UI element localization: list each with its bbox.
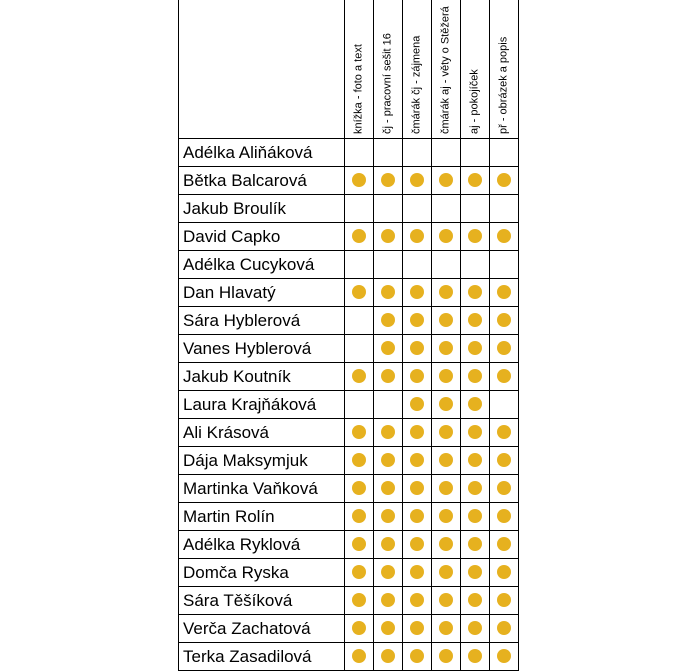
completed-dot-icon [352, 509, 366, 523]
completed-dot-icon [468, 565, 482, 579]
completed-dot-icon [439, 369, 453, 383]
completed-dot-icon [468, 593, 482, 607]
completed-dot-icon [381, 285, 395, 299]
check-cell[interactable] [345, 251, 374, 279]
check-cell[interactable] [403, 251, 432, 279]
check-cell[interactable] [403, 531, 432, 559]
check-cell[interactable] [403, 307, 432, 335]
check-cell[interactable] [403, 419, 432, 447]
completed-dot-icon [497, 453, 511, 467]
table-row [179, 391, 519, 419]
check-cell[interactable] [432, 139, 461, 167]
check-cell[interactable] [490, 223, 519, 251]
completed-dot-icon [497, 565, 511, 579]
check-cell[interactable] [403, 559, 432, 587]
check-cell[interactable] [403, 643, 432, 671]
completed-dot-icon [439, 453, 453, 467]
student-name-cell[interactable]: Terka Zasadilová [179, 643, 345, 671]
completed-dot-icon [381, 229, 395, 243]
check-cell[interactable] [490, 643, 519, 671]
check-cell[interactable] [432, 643, 461, 671]
completed-dot-icon [410, 397, 424, 411]
column-header-label: čj - pracovní sešit 16 [381, 33, 394, 134]
check-cell[interactable] [374, 643, 403, 671]
check-cell[interactable] [490, 503, 519, 531]
student-name-cell[interactable]: Sára Těšíková [179, 587, 345, 615]
check-cell[interactable] [345, 335, 374, 363]
check-cell[interactable] [403, 167, 432, 195]
completed-dot-icon [352, 481, 366, 495]
check-cell[interactable] [345, 139, 374, 167]
completed-dot-icon [381, 593, 395, 607]
check-cell[interactable] [345, 503, 374, 531]
check-cell[interactable] [403, 223, 432, 251]
check-cell[interactable] [490, 391, 519, 419]
check-cell[interactable] [345, 419, 374, 447]
completed-dot-icon [439, 425, 453, 439]
completed-dot-icon [439, 537, 453, 551]
completed-dot-icon [352, 621, 366, 635]
check-cell[interactable] [490, 307, 519, 335]
student-name-cell[interactable]: Domča Ryska [179, 559, 345, 587]
completed-dot-icon [410, 173, 424, 187]
student-name-cell[interactable]: Jakub Koutník [179, 363, 345, 391]
table-row [179, 363, 519, 391]
check-cell[interactable] [345, 307, 374, 335]
completed-dot-icon [497, 425, 511, 439]
check-cell[interactable] [461, 503, 490, 531]
completed-dot-icon [352, 369, 366, 383]
student-name-cell[interactable]: Bětka Balcarová [179, 167, 345, 195]
completed-dot-icon [497, 509, 511, 523]
completed-dot-icon [352, 565, 366, 579]
column-header[interactable] [490, 0, 519, 139]
student-name-cell[interactable]: Adélka Ryklová [179, 531, 345, 559]
completed-dot-icon [439, 649, 453, 663]
completed-dot-icon [468, 369, 482, 383]
completed-dot-icon [352, 425, 366, 439]
completed-dot-icon [439, 173, 453, 187]
column-header[interactable] [432, 0, 461, 139]
completed-dot-icon [381, 537, 395, 551]
check-cell[interactable] [461, 223, 490, 251]
completed-dot-icon [497, 313, 511, 327]
completed-dot-icon [497, 229, 511, 243]
completed-dot-icon [468, 621, 482, 635]
completed-dot-icon [439, 341, 453, 355]
check-cell[interactable] [374, 475, 403, 503]
check-cell[interactable] [490, 475, 519, 503]
table-row [179, 503, 519, 531]
student-name-cell[interactable]: Jakub Broulík [179, 195, 345, 223]
completed-dot-icon [381, 425, 395, 439]
table-row [179, 167, 519, 195]
table-row [179, 223, 519, 251]
completed-dot-icon [410, 341, 424, 355]
check-cell[interactable] [374, 559, 403, 587]
table-row [179, 475, 519, 503]
check-cell[interactable] [374, 251, 403, 279]
check-cell[interactable] [432, 503, 461, 531]
column-header[interactable] [345, 0, 374, 139]
completed-dot-icon [439, 397, 453, 411]
completed-dot-icon [439, 285, 453, 299]
check-cell[interactable] [345, 223, 374, 251]
check-cell[interactable] [432, 307, 461, 335]
check-cell[interactable] [490, 167, 519, 195]
completed-dot-icon [468, 481, 482, 495]
completed-dot-icon [439, 565, 453, 579]
completed-dot-icon [439, 621, 453, 635]
completed-dot-icon [410, 621, 424, 635]
completed-dot-icon [468, 285, 482, 299]
check-cell[interactable] [490, 139, 519, 167]
completed-dot-icon [381, 565, 395, 579]
check-cell[interactable] [345, 643, 374, 671]
check-cell[interactable] [345, 391, 374, 419]
check-cell[interactable] [461, 363, 490, 391]
completed-dot-icon [497, 369, 511, 383]
check-cell[interactable] [403, 587, 432, 615]
table-row [179, 419, 519, 447]
check-cell[interactable] [432, 251, 461, 279]
check-cell[interactable] [345, 167, 374, 195]
table-row [179, 251, 519, 279]
check-cell[interactable] [403, 335, 432, 363]
check-cell[interactable] [432, 559, 461, 587]
check-cell[interactable] [374, 307, 403, 335]
check-cell[interactable] [490, 363, 519, 391]
check-cell[interactable] [461, 559, 490, 587]
student-name-cell[interactable]: Adélka Cucyková [179, 251, 345, 279]
check-cell[interactable] [490, 195, 519, 223]
completed-dot-icon [410, 453, 424, 467]
completed-dot-icon [352, 173, 366, 187]
completed-dot-icon [468, 341, 482, 355]
student-name-cell[interactable]: Martinka Vaňková [179, 475, 345, 503]
check-cell[interactable] [461, 391, 490, 419]
completed-dot-icon [439, 313, 453, 327]
check-cell[interactable] [432, 531, 461, 559]
completed-dot-icon [381, 341, 395, 355]
completed-dot-icon [381, 173, 395, 187]
completed-dot-icon [352, 285, 366, 299]
completed-dot-icon [381, 621, 395, 635]
completed-dot-icon [497, 621, 511, 635]
table-row [179, 279, 519, 307]
check-cell[interactable] [403, 139, 432, 167]
check-cell[interactable] [432, 587, 461, 615]
check-cell[interactable] [461, 531, 490, 559]
check-cell[interactable] [374, 139, 403, 167]
check-cell[interactable] [461, 335, 490, 363]
completed-dot-icon [497, 481, 511, 495]
column-header-label: aj - pokojíček [468, 69, 481, 134]
check-cell[interactable] [461, 615, 490, 643]
check-cell[interactable] [490, 587, 519, 615]
check-cell[interactable] [461, 307, 490, 335]
check-cell[interactable] [374, 391, 403, 419]
student-name-cell[interactable]: Ali Krásová [179, 419, 345, 447]
check-cell[interactable] [345, 587, 374, 615]
completed-dot-icon [497, 593, 511, 607]
column-header[interactable] [403, 0, 432, 139]
completed-dot-icon [497, 173, 511, 187]
check-cell[interactable] [490, 531, 519, 559]
check-cell[interactable] [345, 447, 374, 475]
completed-dot-icon [497, 649, 511, 663]
check-cell[interactable] [461, 643, 490, 671]
completed-dot-icon [352, 229, 366, 243]
column-header[interactable] [461, 0, 490, 139]
check-cell[interactable] [432, 391, 461, 419]
table-row [179, 531, 519, 559]
table-row [179, 643, 519, 671]
completed-dot-icon [410, 369, 424, 383]
check-cell[interactable] [374, 587, 403, 615]
check-cell[interactable] [374, 615, 403, 643]
check-cell[interactable] [490, 447, 519, 475]
completed-dot-icon [410, 537, 424, 551]
check-cell[interactable] [461, 195, 490, 223]
check-cell[interactable] [374, 279, 403, 307]
check-cell[interactable] [374, 503, 403, 531]
check-cell[interactable] [345, 615, 374, 643]
table-row [179, 615, 519, 643]
check-cell[interactable] [345, 279, 374, 307]
column-header[interactable] [374, 0, 403, 139]
check-cell[interactable] [345, 559, 374, 587]
table-body [179, 139, 519, 671]
check-cell[interactable] [374, 363, 403, 391]
completed-dot-icon [410, 285, 424, 299]
completed-dot-icon [497, 537, 511, 551]
check-cell[interactable] [461, 251, 490, 279]
check-cell[interactable] [432, 615, 461, 643]
completed-dot-icon [381, 509, 395, 523]
completed-dot-icon [497, 285, 511, 299]
student-name-cell[interactable]: Sára Hyblerová [179, 307, 345, 335]
table-row [179, 559, 519, 587]
check-cell[interactable] [432, 223, 461, 251]
completed-dot-icon [410, 481, 424, 495]
completed-dot-icon [381, 481, 395, 495]
header-row [179, 0, 519, 139]
check-cell[interactable] [432, 447, 461, 475]
check-cell[interactable] [432, 195, 461, 223]
check-cell[interactable] [461, 279, 490, 307]
completed-dot-icon [352, 537, 366, 551]
table-row [179, 195, 519, 223]
check-cell[interactable] [403, 503, 432, 531]
completed-dot-icon [381, 453, 395, 467]
completed-dot-icon [381, 369, 395, 383]
student-name-cell[interactable]: Dája Maksymjuk [179, 447, 345, 475]
check-cell[interactable] [461, 447, 490, 475]
completed-dot-icon [410, 649, 424, 663]
table-row [179, 587, 519, 615]
check-cell[interactable] [374, 335, 403, 363]
checklist-table [178, 0, 519, 671]
completed-dot-icon [410, 509, 424, 523]
completed-dot-icon [468, 229, 482, 243]
completed-dot-icon [410, 313, 424, 327]
check-cell[interactable] [490, 615, 519, 643]
completed-dot-icon [468, 509, 482, 523]
check-cell[interactable] [490, 419, 519, 447]
completed-dot-icon [439, 229, 453, 243]
column-header-label: čmárák čj - zájmena [410, 35, 423, 134]
completed-dot-icon [468, 453, 482, 467]
check-cell[interactable] [432, 167, 461, 195]
student-name-cell[interactable]: Dan Hlavatý [179, 279, 345, 307]
check-cell[interactable] [432, 363, 461, 391]
check-cell[interactable] [374, 531, 403, 559]
check-cell[interactable] [374, 447, 403, 475]
check-cell[interactable] [432, 279, 461, 307]
completed-dot-icon [410, 565, 424, 579]
completed-dot-icon [468, 425, 482, 439]
student-name-cell[interactable]: Verča Zachatová [179, 615, 345, 643]
check-cell[interactable] [345, 195, 374, 223]
completed-dot-icon [439, 509, 453, 523]
completed-dot-icon [497, 341, 511, 355]
check-cell[interactable] [403, 447, 432, 475]
completed-dot-icon [410, 593, 424, 607]
completed-dot-icon [410, 229, 424, 243]
completed-dot-icon [468, 537, 482, 551]
completed-dot-icon [352, 453, 366, 467]
completed-dot-icon [468, 173, 482, 187]
student-name-cell[interactable]: David Capko [179, 223, 345, 251]
student-name-cell[interactable]: Vanes Hyblerová [179, 335, 345, 363]
check-cell[interactable] [374, 167, 403, 195]
check-cell[interactable] [432, 335, 461, 363]
check-cell[interactable] [403, 615, 432, 643]
table-row [179, 307, 519, 335]
check-cell[interactable] [345, 475, 374, 503]
completed-dot-icon [439, 593, 453, 607]
check-cell[interactable] [461, 475, 490, 503]
check-cell[interactable] [432, 419, 461, 447]
check-cell[interactable] [403, 391, 432, 419]
check-cell[interactable] [432, 475, 461, 503]
check-cell[interactable] [403, 279, 432, 307]
check-cell[interactable] [374, 419, 403, 447]
check-cell[interactable] [403, 475, 432, 503]
check-cell[interactable] [374, 195, 403, 223]
completed-dot-icon [352, 593, 366, 607]
completed-dot-icon [468, 649, 482, 663]
check-cell[interactable] [461, 419, 490, 447]
completed-dot-icon [468, 397, 482, 411]
check-cell[interactable] [461, 139, 490, 167]
check-cell[interactable] [490, 335, 519, 363]
column-header-label: knížka - foto a text [352, 44, 365, 134]
check-cell[interactable] [345, 531, 374, 559]
check-cell[interactable] [403, 195, 432, 223]
completed-dot-icon [352, 649, 366, 663]
table-row [179, 335, 519, 363]
student-name-cell[interactable]: Laura Krajňáková [179, 391, 345, 419]
student-name-cell[interactable]: Martin Rolín [179, 503, 345, 531]
check-cell[interactable] [403, 363, 432, 391]
column-header-label: čmárák aj - věty o Stěžerá [439, 6, 452, 134]
table-row [179, 139, 519, 167]
check-cell[interactable] [461, 167, 490, 195]
check-cell[interactable] [461, 587, 490, 615]
check-cell[interactable] [374, 223, 403, 251]
check-cell[interactable] [490, 251, 519, 279]
completed-dot-icon [381, 313, 395, 327]
column-header-label: př - obrázek a popis [497, 36, 510, 134]
completed-dot-icon [381, 649, 395, 663]
completed-dot-icon [410, 425, 424, 439]
completed-dot-icon [468, 313, 482, 327]
table-row [179, 447, 519, 475]
completed-dot-icon [439, 481, 453, 495]
check-cell[interactable] [490, 559, 519, 587]
check-cell[interactable] [490, 279, 519, 307]
student-name-cell[interactable]: Adélka Aliňáková [179, 139, 345, 167]
check-cell[interactable] [345, 363, 374, 391]
header-corner-cell [179, 0, 345, 139]
